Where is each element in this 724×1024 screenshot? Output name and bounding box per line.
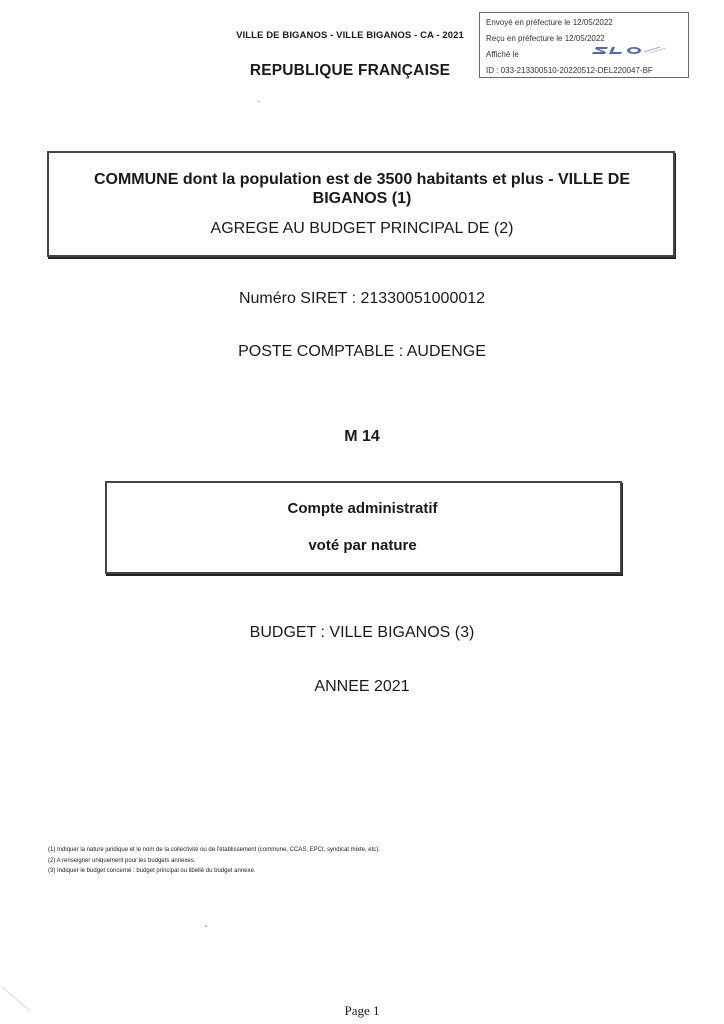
annee-label: ANNEE 2021 [314, 678, 410, 695]
agrege-budget-principal: AGREGE AU BUDGET PRINCIPAL DE (2) [210, 220, 514, 237]
stamp-recu: Reçu en préfecture le 12/05/2022 [486, 34, 605, 43]
stamp-envoye: Envoyé en préfecture le 12/05/2022 [486, 18, 613, 27]
republique-heading: REPUBLIQUE FRANÇAISE [249, 62, 451, 79]
scan-speck [258, 101, 260, 102]
compte-administratif-box [105, 481, 622, 574]
nomenclature-label: M 14 [344, 428, 380, 445]
footnotes [48, 845, 648, 877]
commune-title: COMMUNE dont la population est de 3500 habitants et plus - VILLE DE BIGANOS (1) [93, 171, 631, 207]
footnote-1: (1) Indiquer la nature juridique et le nom de la collectivité ou de l'établissement (commune, CCAS, EPCI, syndicat mixte, etc). [48, 847, 380, 853]
vote-par-nature: voté par nature [308, 537, 417, 554]
stamp-affiche: Affiché le [486, 50, 519, 59]
siret-number: Numéro SIRET : 21330051000012 [238, 290, 486, 307]
slo-logo-icon [590, 44, 680, 56]
scan-corner-mark [0, 985, 40, 1015]
stamp-id: ID : 033-213300510-20220512-DEL220047-BF [486, 66, 653, 75]
footnote-2: (2) A renseigner uniquement pour les budgets annexes. [48, 857, 196, 864]
poste-comptable: POSTE COMPTABLE : AUDENGE [238, 343, 486, 360]
footnote-3: (3) Indiquer le budget concerné : budget principal ou libellé du budget annexe. [48, 868, 256, 874]
compte-administratif-title: Compte administratif [287, 500, 438, 517]
document-header-line: VILLE DE BIGANOS - VILLE BIGANOS - CA - 2021 [236, 30, 464, 41]
budget-label: BUDGET : VILLE BIGANOS (3) [249, 624, 475, 641]
page-number: Page 1 [344, 1003, 380, 1018]
scan-speck [205, 925, 207, 927]
